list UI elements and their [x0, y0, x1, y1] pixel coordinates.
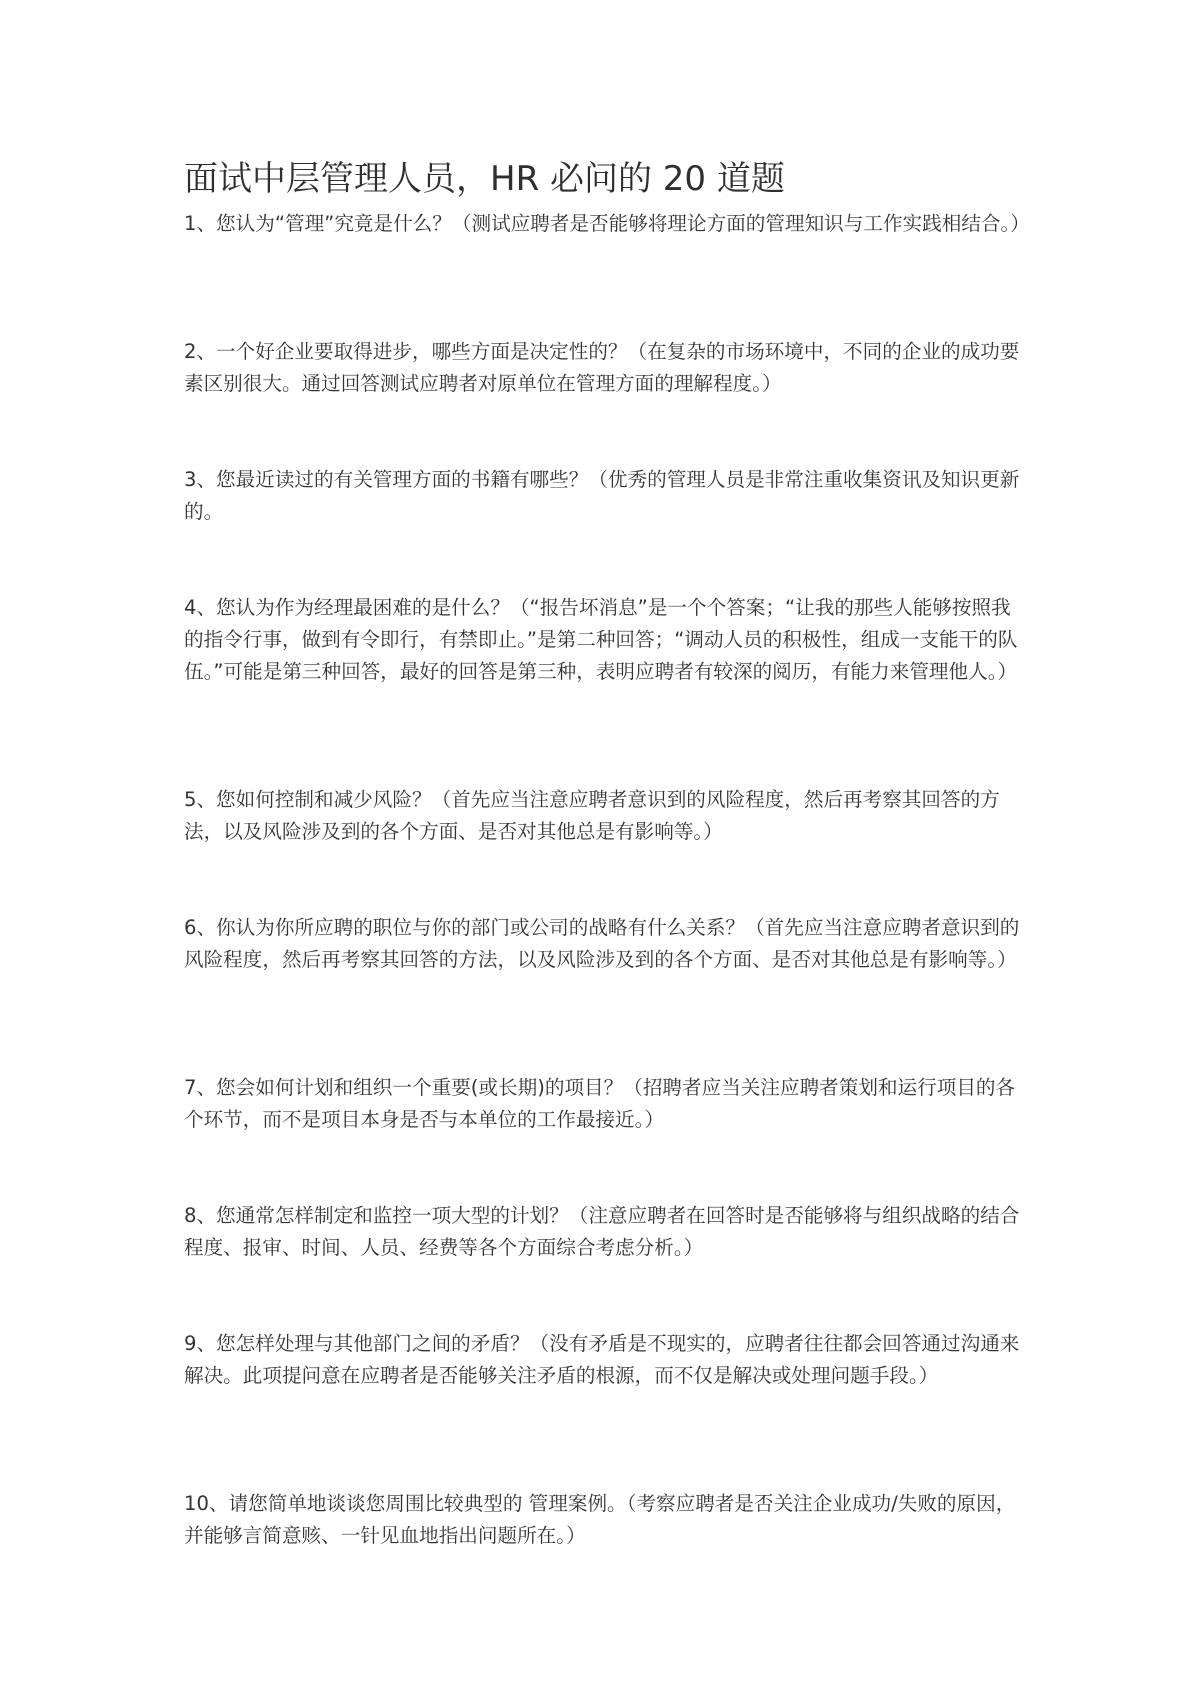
question-8: 8、您通常怎样制定和监控一项大型的计划？（注意应聘者在回答时是否能够将与组织战略的结合程度、报审、时间、人员、经费等各个方面综合考虑分析。） — [184, 1204, 1020, 1259]
question-5: 5、您如何控制和减少风险？（首先应当注意应聘者意识到的风险程度，然后再考察其回答的方法，以及风险涉及到的各个方面、是否对其他总是有影响等。） — [184, 788, 1000, 843]
question-2: 2、一个好企业要取得进步，哪些方面是决定性的？（在复杂的市场环境中，不同的企业的成功要素区别很大。通过回答测试应聘者对原单位在管理方面的理解程度。） — [184, 340, 1020, 395]
question-7: 7、您会如何计划和组织一个重要(或长期)的项目？（招聘者应当关注应聘者策划和运行项目的各个环节，而不是项目本身是否与本单位的工作最接近。） — [184, 1076, 1016, 1131]
question-1: 1、您认为“管理”究竟是什么？（测试应聘者是否能够将理论方面的管理知识与工作实践相结合。） — [184, 212, 1030, 235]
question-3: 3、您最近读过的有关管理方面的书籍有哪些？（优秀的管理人员是非常注重收集资讯及知识更新的。 — [184, 468, 1020, 523]
question-9: 9、您怎样处理与其他部门之间的矛盾？（没有矛盾是不现实的，应聘者往往都会回答通过沟通来解决。此项提问意在应聘者是否能够关注矛盾的根源，而不仅是解决或处理问题手段。） — [184, 1332, 1020, 1387]
question-6: 6、你认为你所应聘的职位与你的部门或公司的战略有什么关系？（首先应当注意应聘者意识到的风险程度，然后再考察其回答的方法，以及风险涉及到的各个方面、是否对其他总是有影响等。） — [184, 916, 1020, 971]
document-title: 面试中层管理人员，HR 必问的 20 道题 — [184, 159, 785, 199]
question-10: 10、请您简单地谈谈您周围比较典型的 管理案例。（考察应聘者是否关注企业成功/失败的原因，并能够言简意赅、一针见血地指出问题所在。） — [184, 1492, 1016, 1547]
question-4: 4、您认为作为经理最困难的是什么？（“报告坏消息”是一个个答案；“让我的那些人能够按照我的指令行事，做到有令即行，有禁即止。”是第二种回答；“调动人员的积极性，组成一支能干的队伍。”可能是第三种回答，最好的回答是第三种，表明应聘者有较深的阅历，有能力来管理他人。） — [184, 596, 1018, 683]
